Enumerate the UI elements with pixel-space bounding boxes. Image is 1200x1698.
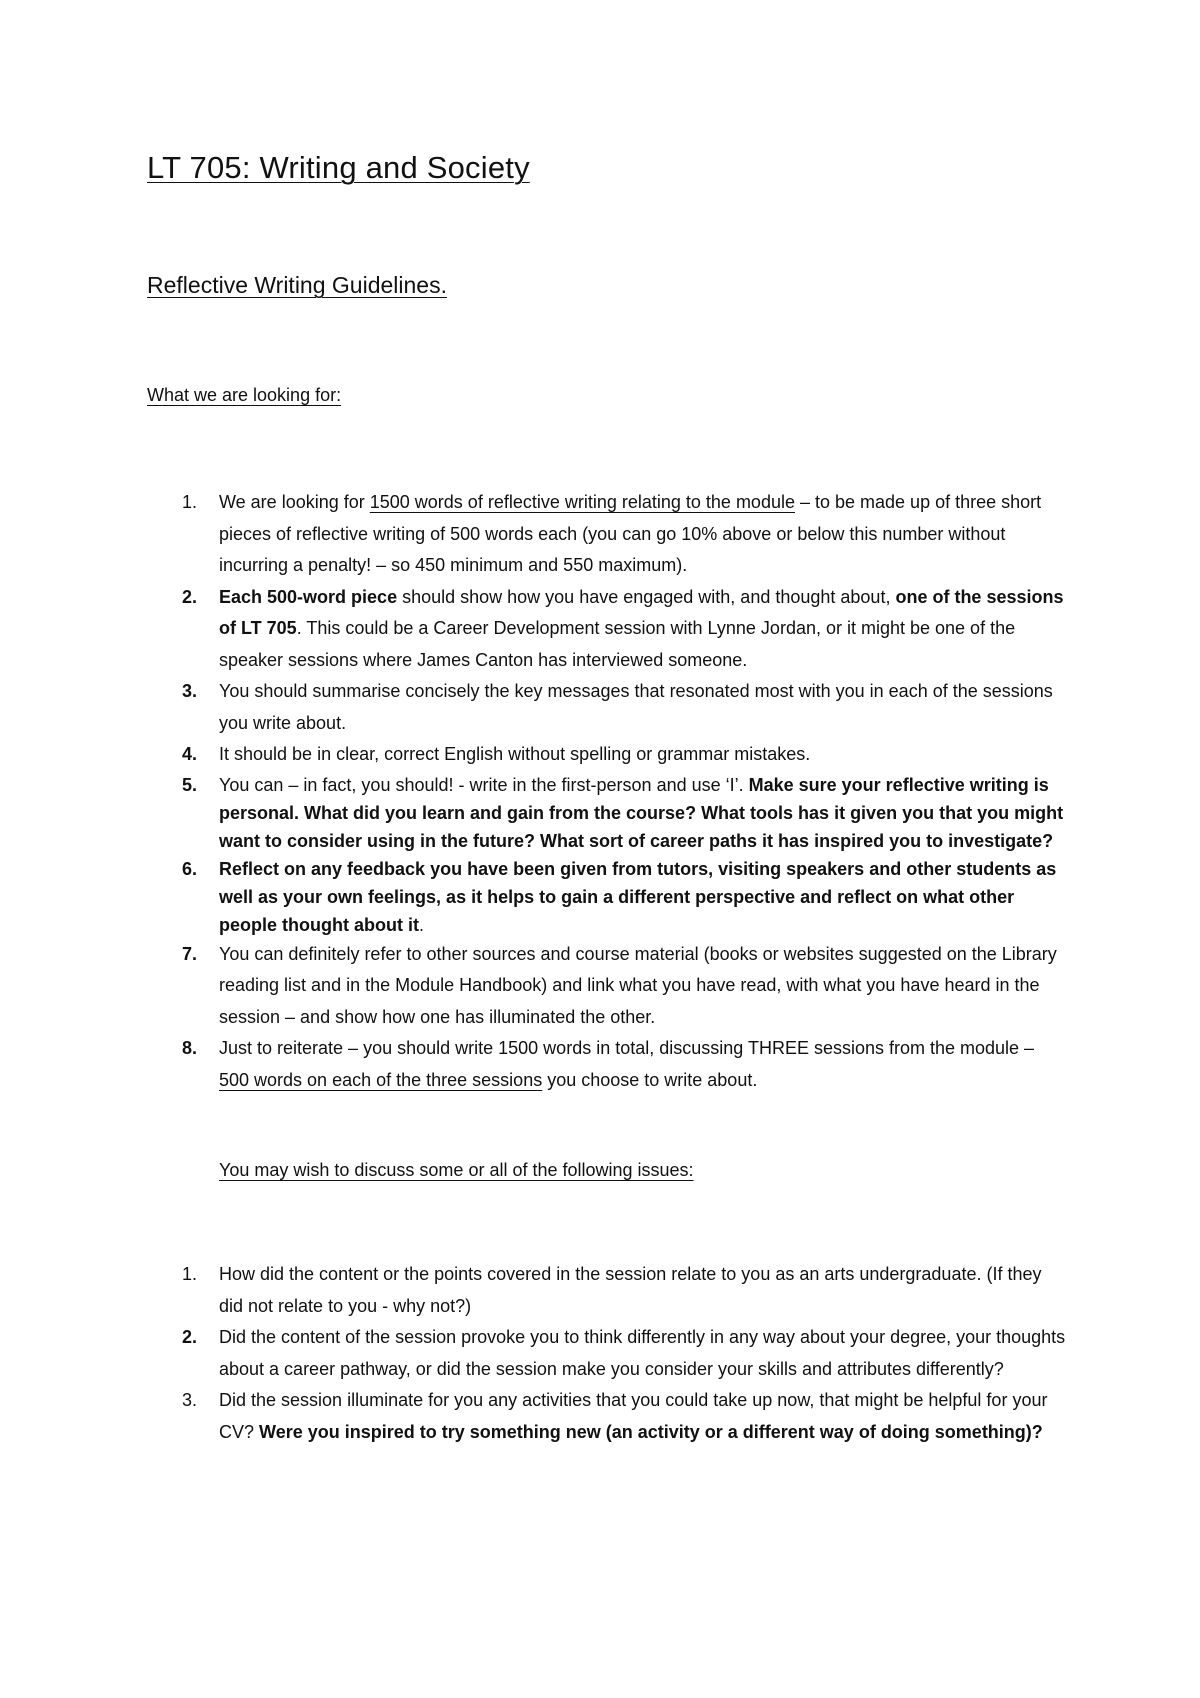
list-item-text xyxy=(219,855,1069,939)
list-item-number: 1. xyxy=(182,1264,198,1284)
list-item xyxy=(0,855,1069,939)
list-item-emphasis: Were you inspired to try something new (an activity or a different way of doing something)? xyxy=(259,1421,1043,1442)
list-item-text: You can definitely refer to other sources and course material (books or websites suggested on the Library reading list and in the Module Handbook) and link what you have read, with what you have heard in the session – and show how one has illuminated the other. xyxy=(219,943,1057,1027)
list-item-text-part: . This could be a Career Development session with Lynne Jordan, or it might be one of the speaker sessions where James Canton has interviewed someone. xyxy=(219,618,1016,670)
guidelines-list xyxy=(0,487,1069,1096)
list-item xyxy=(0,771,1069,855)
list-item-text xyxy=(219,1385,1069,1448)
section-heading-issues: You may wish to discuss some or all of the following issues: xyxy=(219,1160,694,1180)
list-item-text: Did the content of the session provoke you to think differently in any way about your degree, your thoughts about a career pathway, or did the session make you consider your skills and attributes differently? xyxy=(219,1327,1066,1379)
list-item-number: 6. xyxy=(182,858,198,879)
list-item-emphasis: Make sure your reflective writing is personal. What did you learn and gain from the course? What tools has it given you that you might want to consider using in the future? What sort of career paths it has inspired you to investigate? xyxy=(219,774,1064,851)
list-item-text-part: We are looking for xyxy=(219,492,370,512)
list-item-text-part: Just to reiterate – you should write 1500 words in total, discussing THREE sessions from the module – xyxy=(219,1038,1035,1058)
list-item-text xyxy=(219,582,1069,677)
list-item xyxy=(0,487,1069,582)
list-item-text xyxy=(219,487,1069,582)
list-item-text-part: Did the session illuminate for you any activities that you could take up now, that might be helpful for your CV? xyxy=(219,1390,1048,1442)
document-title: LT 705: Writing and Society xyxy=(147,150,530,185)
list-item xyxy=(0,582,1069,677)
list-item xyxy=(0,939,1069,1034)
list-item-text-part: should show how you have engaged with, and thought about, xyxy=(397,586,896,607)
issues-list xyxy=(0,1259,1069,1448)
list-item-text: It should be in clear, correct English without spelling or grammar mistakes. xyxy=(219,744,811,764)
section-heading-looking-for: What we are looking for: xyxy=(147,385,342,405)
list-item xyxy=(0,1033,1069,1096)
list-item-number: 8. xyxy=(182,1038,198,1058)
list-item-emphasis: Reflect on any feedback you have been given from tutors, visiting speakers and other students as well as your own feelings, as it helps to gain a different perspective and reflect on what other people thought about it xyxy=(219,858,1057,935)
document-subtitle: Reflective Writing Guidelines. xyxy=(147,272,447,298)
list-item-text xyxy=(219,1033,1069,1096)
list-item-text-part: – to be made up of three short pieces of reflective writing of 500 words each (you can go 10% above or below this number without incurring a penalty! – so 450 minimum and 550 maximum). xyxy=(219,492,1042,575)
list-item-number: 7. xyxy=(182,943,198,964)
list-item-text: How did the content or the points covered in the session relate to you as an arts undergraduate. (If they did not relate to you - why not?) xyxy=(219,1264,1042,1316)
list-item xyxy=(0,1385,1069,1448)
list-item-emphasis: 500 words on each of the three sessions xyxy=(219,1069,543,1090)
list-item-text-part: You can – in fact, you should! - write in the first-person and use ‘I’. xyxy=(219,774,749,795)
list-item-number: 5. xyxy=(182,774,198,795)
list-item xyxy=(0,1322,1069,1385)
list-item xyxy=(0,676,1069,739)
list-item-number: 3. xyxy=(182,681,198,701)
list-item-text-part: you choose to write about. xyxy=(542,1069,758,1090)
list-item-emphasis: 1500 words of reflective writing relating to the module xyxy=(369,492,795,512)
list-item xyxy=(0,739,1069,771)
list-item-number: 2. xyxy=(182,1327,198,1347)
list-item xyxy=(0,1259,1069,1322)
list-item-text xyxy=(219,771,1069,855)
list-item-number: 4. xyxy=(182,744,198,764)
list-item-number: 3. xyxy=(182,1390,198,1410)
list-item-emphasis: one of the sessions of LT 705 xyxy=(219,586,1064,638)
list-item-number: 2. xyxy=(182,586,198,607)
list-item-text: You should summarise concisely the key messages that resonated most with you in each of the sessions you write about. xyxy=(219,681,1053,733)
list-item-text-part: . xyxy=(418,914,424,935)
list-item-number: 1. xyxy=(182,492,198,512)
list-item-emphasis: Each 500-word piece xyxy=(219,586,398,607)
